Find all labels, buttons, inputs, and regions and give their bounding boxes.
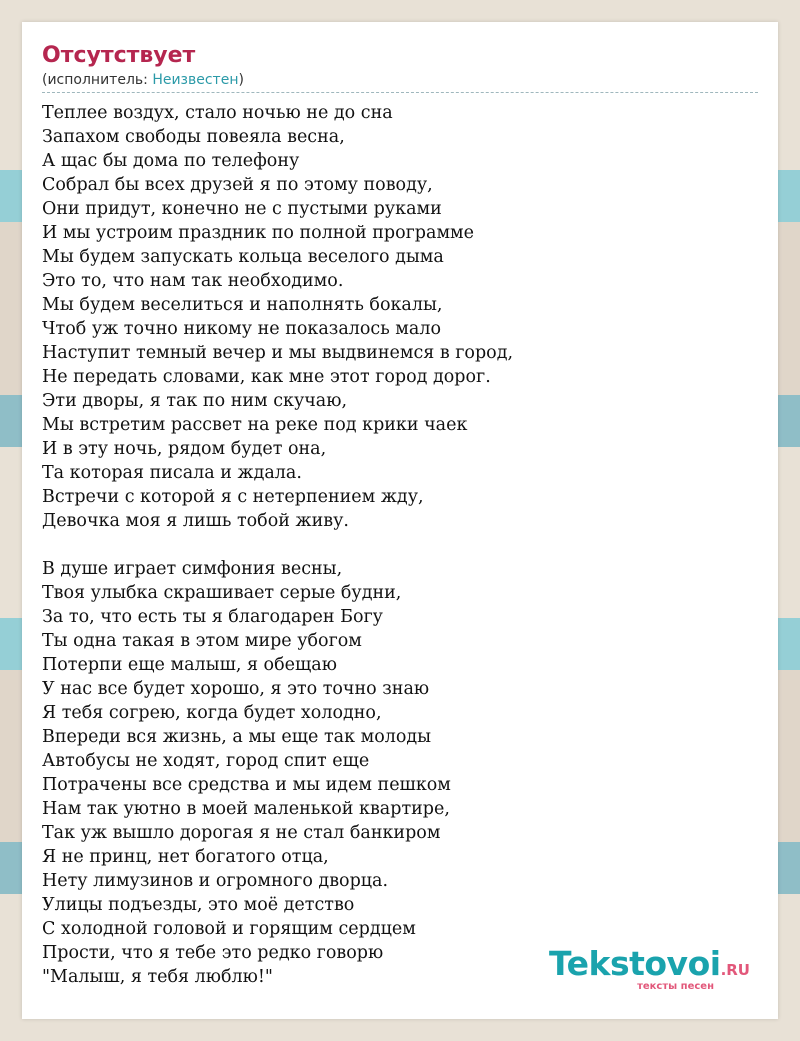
lyric-line: "Малыш, я тебя люблю!" (42, 967, 273, 987)
lyric-line: Мы будем веселиться и наполнять бокалы, (42, 295, 443, 315)
song-title: Отсутствует (42, 43, 196, 68)
lyric-line: И в эту ночь, рядом будет она, (42, 439, 327, 459)
site-logo[interactable] (549, 944, 750, 993)
lyric-line: Собрал бы всех друзей я по этому поводу, (42, 175, 433, 195)
lyric-line: Прости, что я тебе это редко говорю (42, 943, 384, 963)
lyric-line: Мы будем запускать кольца веселого дыма (42, 247, 444, 267)
lyric-line: Встречи с которой я с нетерпением жду, (42, 487, 424, 507)
lyric-line: С холодной головой и горящим сердцем (42, 919, 416, 939)
lyric-line: Впереди вся жизнь, а мы еще так молоды (42, 727, 432, 747)
logo-tld: .RU (720, 961, 750, 979)
lyric-line: Та которая писала и ждала. (42, 463, 302, 483)
lyric-line: Так уж вышло дорогая я не стал банкиром (42, 823, 441, 843)
logo-name: Tekstovoi (549, 944, 721, 983)
lyric-line: Нету лимузинов и огромного дворца. (42, 871, 389, 891)
lyric-line: Потрачены все средства и мы идем пешком (42, 775, 451, 795)
lyric-line: Эти дворы, я так по ним скучаю, (42, 391, 348, 411)
artist-link[interactable]: Неизвестен (152, 72, 239, 88)
verse-2 (42, 557, 758, 989)
lyric-line: Наступит темный вечер и мы выдвинемся в город, (42, 343, 514, 363)
lyric-line: Чтоб уж точно никому не показалось мало (42, 319, 441, 339)
lyric-line: Не передать словами, как мне этот город дорог. (42, 367, 491, 387)
lyric-line: Это то, что нам так необходимо. (42, 271, 344, 291)
lyric-line: А щас бы дома по телефону (42, 151, 300, 171)
lyric-line: Теплее воздух, стало ночью не до сна (42, 103, 393, 123)
lyrics-body (42, 101, 758, 989)
lyric-line: За то, что есть ты я благодарен Богу (42, 607, 383, 627)
lyric-line: В душе играет симфония весны, (42, 559, 343, 579)
logo-tagline: тексты песен (637, 981, 714, 992)
lyric-line: Потерпи еще малыш, я обещаю (42, 655, 337, 675)
lyric-line: Запахом свободы повеяла весна, (42, 127, 345, 147)
lyric-line: У нас все будет хорошо, я это точно знаю (42, 679, 430, 699)
lyric-line: Я не принц, нет богатого отца, (42, 847, 329, 867)
lyric-line: Улицы подъезды, это моё детство (42, 895, 355, 915)
lyric-line: Автобусы не ходят, город спит еще (42, 751, 370, 771)
artist-prefix: (исполнитель: (42, 72, 153, 88)
artist-suffix: ) (238, 72, 244, 88)
lyric-line: Они придут, конечно не с пустыми руками (42, 199, 442, 219)
lyric-line: Я тебя согрею, когда будет холодно, (42, 703, 382, 723)
logo-wordmark (549, 944, 750, 983)
lyric-line: И мы устроим праздник по полной программе (42, 223, 475, 243)
lyrics-card (22, 22, 778, 1019)
lyric-line: Нам так уютно в моей маленькой квартире, (42, 799, 450, 819)
verse-1 (42, 101, 758, 533)
lyric-line: Девочка моя я лишь тобой живу. (42, 511, 349, 531)
lyric-line: Мы встретим рассвет на реке под крики чаек (42, 415, 468, 435)
artist-line (42, 70, 758, 93)
lyric-line: Твоя улыбка скрашивает серые будни, (42, 583, 402, 603)
lyric-line: Ты одна такая в этом мире убогом (42, 631, 362, 651)
verse-separator (42, 533, 758, 557)
